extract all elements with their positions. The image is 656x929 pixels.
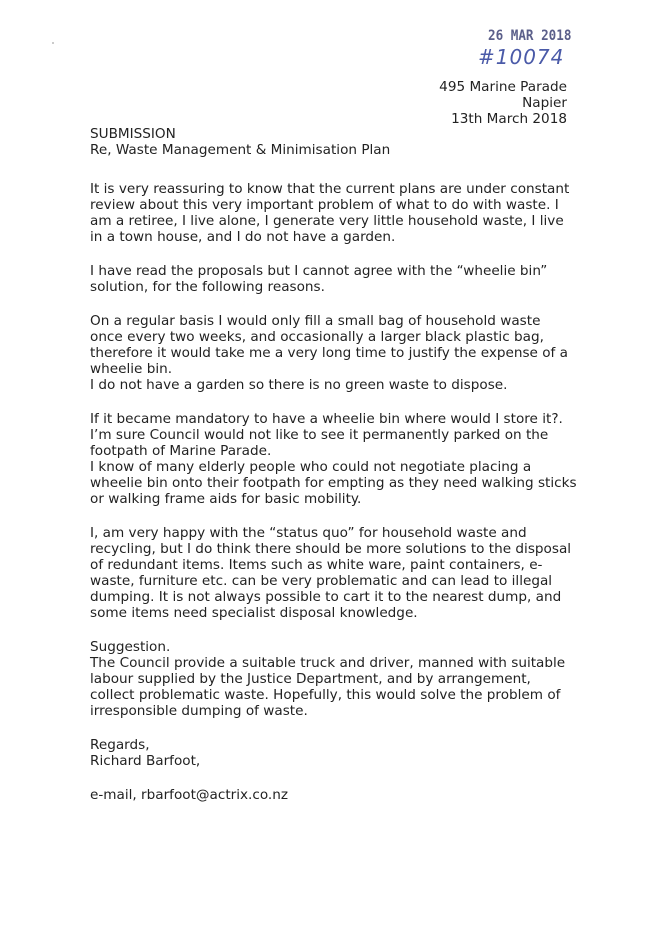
text-line: I have read the proposals but I cannot agree with the “wheelie bin” [90, 263, 548, 279]
paragraph-intro [90, 181, 590, 245]
text-line: some items need specialist disposal knowledge. [90, 605, 418, 621]
text-line: therefore it would take me a very long time to justify the expense of a [90, 345, 568, 361]
text-line: or walking frame aids for basic mobility. [90, 491, 362, 507]
text-line: I do not have a garden so there is no green waste to dispose. [90, 377, 508, 393]
text-line: labour supplied by the Justice Department, and by arrangement, [90, 671, 531, 687]
text-line: The Council provide a suitable truck and driver, manned with suitable [90, 655, 566, 671]
submission-number-handwritten: #10074 [478, 45, 565, 69]
text-line: wheelie bin onto their footpath for empting as they need walking sticks [90, 475, 577, 491]
text-line: in a town house, and I do not have a garden. [90, 229, 396, 245]
paragraph-storage [90, 411, 590, 507]
closing-regards: Regards, [90, 737, 150, 753]
address-street: 495 Marine Parade [439, 79, 567, 95]
closing-block [90, 737, 590, 769]
text-line: wheelie bin. [90, 361, 173, 377]
text-line: of redundant items. Items such as white ware, paint containers, e- [90, 557, 543, 573]
scan-speck [52, 42, 54, 44]
text-line: I’m sure Council would not like to see it permanently parked on the [90, 427, 549, 443]
paragraph-usage [90, 313, 590, 393]
text-line: collect problematic waste. Hopefully, this would solve the problem of [90, 687, 561, 703]
text-line: Suggestion. [90, 639, 171, 655]
letter-body [90, 126, 590, 803]
address-city: Napier [522, 95, 567, 111]
paragraph-proposals [90, 263, 590, 295]
paragraph-suggestion [90, 639, 590, 719]
letter-subject: Re, Waste Management & Minimisation Plan [90, 142, 391, 158]
text-line: waste, furniture etc. can be very problematic and can lead to illegal [90, 573, 553, 589]
text-line: review about this very important problem of what to do with waste. I [90, 197, 559, 213]
text-line: It is very reassuring to know that the current plans are under constant [90, 181, 570, 197]
received-date-stamp: 26 MAR 2018 [488, 28, 572, 44]
contact-email: e-mail, rbarfoot@actrix.co.nz [90, 787, 289, 803]
text-line: footpath of Marine Parade. [90, 443, 272, 459]
text-line: am a retiree, I live alone, I generate very little household waste, I live [90, 213, 564, 229]
text-line: recycling, but I do think there should be more solutions to the disposal [90, 541, 572, 557]
text-line: If it became mandatory to have a wheelie bin where would I store it?. [90, 411, 563, 427]
text-line: I know of many elderly people who could not negotiate placing a [90, 459, 532, 475]
text-line: once every two weeks, and occasionally a larger black plastic bag, [90, 329, 544, 345]
text-line: dumping. It is not always possible to cart it to the nearest dump, and [90, 589, 562, 605]
closing-name: Richard Barfoot, [90, 753, 201, 769]
text-line: solution, for the following reasons. [90, 279, 325, 295]
text-line: I, am very happy with the “status quo” for household waste and [90, 525, 527, 541]
letter-title: SUBMISSION [90, 126, 176, 142]
paragraph-status-quo [90, 525, 590, 621]
text-line: On a regular basis I would only fill a small bag of household waste [90, 313, 541, 329]
text-line: irresponsible dumping of waste. [90, 703, 308, 719]
letter-date: 13th March 2018 [451, 111, 567, 127]
sender-address [439, 79, 567, 127]
